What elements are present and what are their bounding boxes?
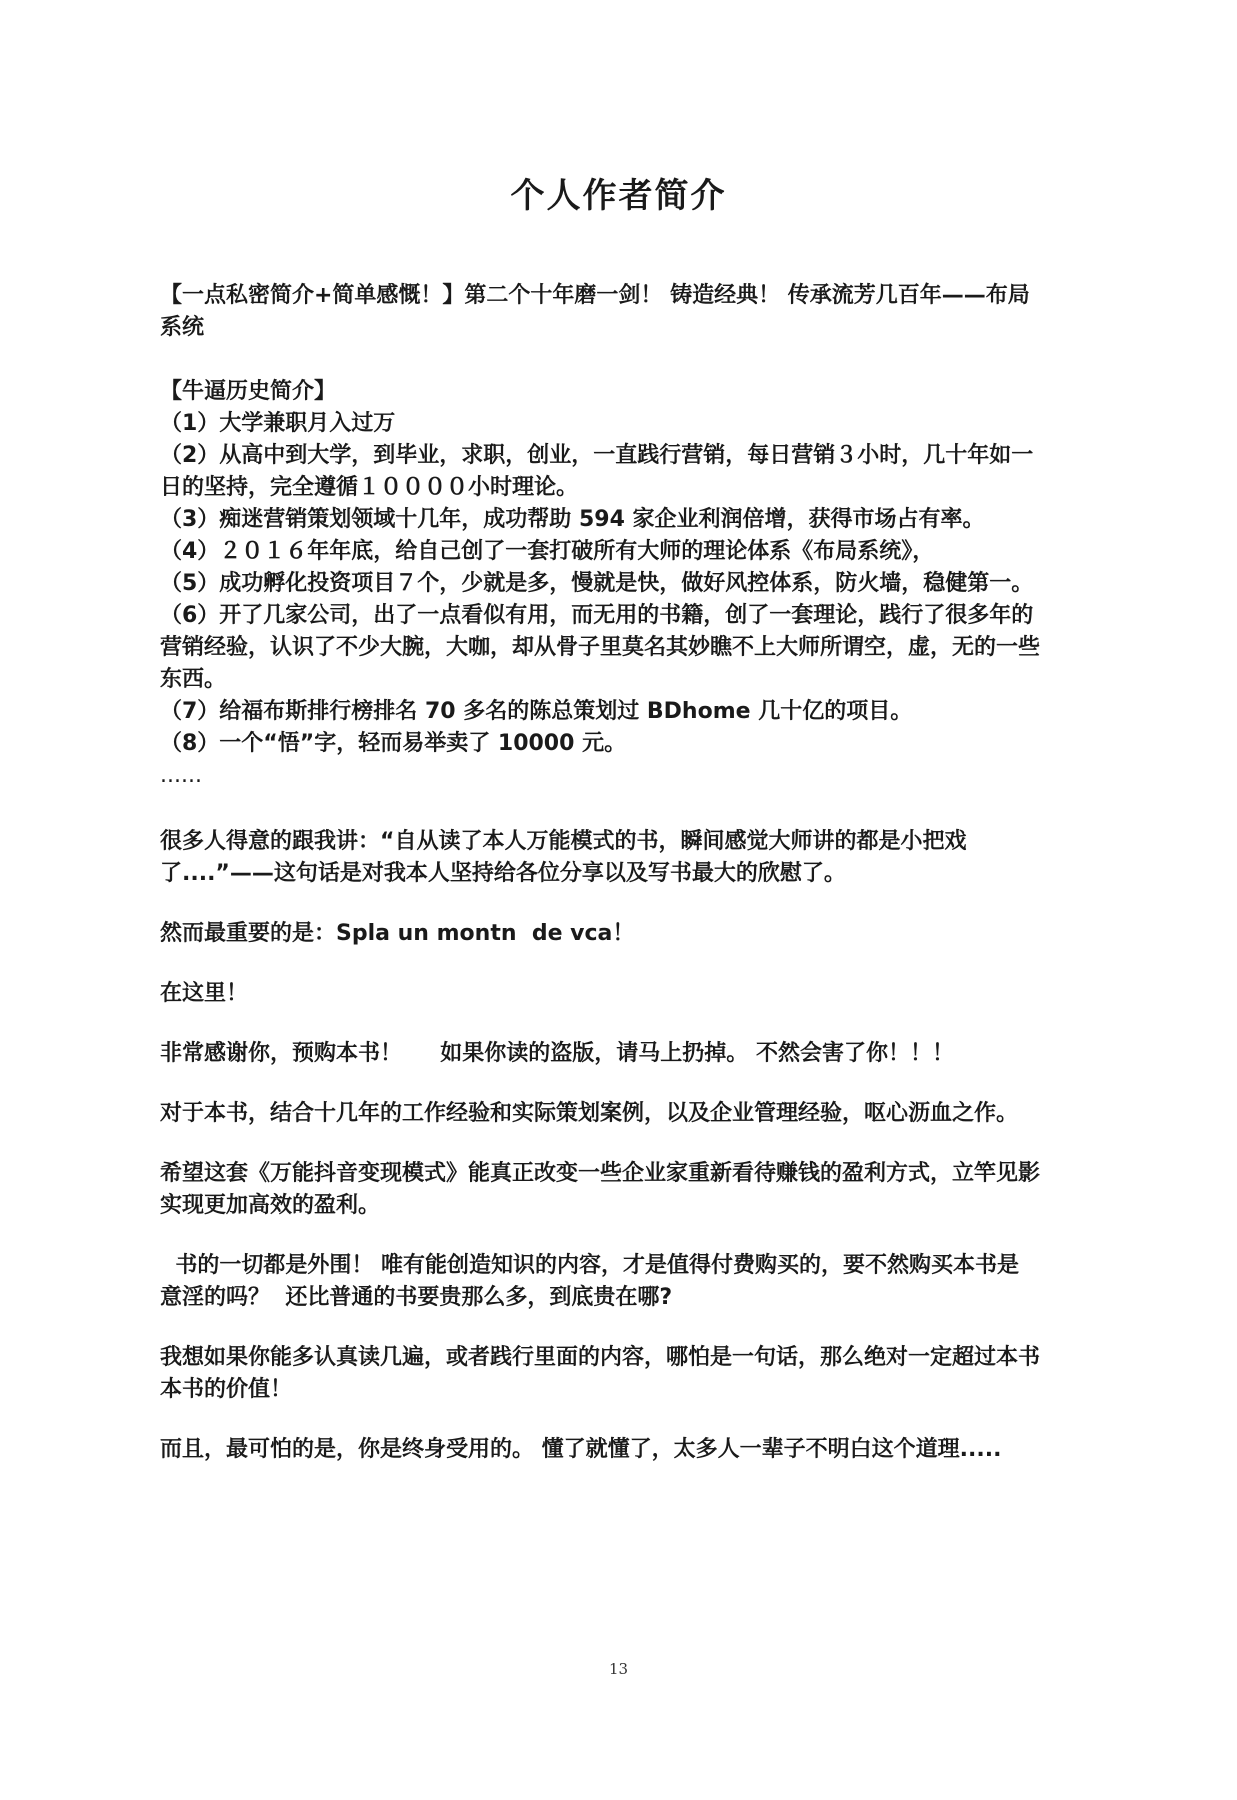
history-item-8: （8）一个“悟”字，轻而易举卖了 10000 元。 [160, 731, 627, 756]
history-ellipsis: ...... [160, 763, 202, 788]
intro-paragraph: 【一点私密简介+简单感慨！】第二个十年磨一剑！ 铸造经典！ 传承流芳几百年——布局系统 [160, 283, 1030, 340]
history-item-3: （3）痴迷营销策划领域十几年，成功帮助 594 家企业利润倍增，获得市场占有率。 [160, 507, 985, 532]
body-paragraph: 然而最重要的是：Spla un montn de vca！ [160, 921, 635, 946]
page-title: 个人作者简介 [510, 176, 727, 216]
document-body [160, 280, 1040, 1466]
page-number: 13 [608, 1660, 629, 1678]
history-item-1: （1）大学兼职月入过万 [160, 411, 396, 436]
body-paragraph: 希望这套《万能抖音变现模式》能真正改变一些企业家重新看待赚钱的盈利方式，立竿见影实现更加高效的盈利。 [160, 1161, 1041, 1218]
history-heading: 【牛逼历史简介】 [160, 379, 337, 404]
body-paragraph: 在这里！ [160, 981, 249, 1006]
body-paragraph: 很多人得意的跟我讲：“自从读了本人万能模式的书，瞬间感觉大师讲的都是小把戏了....”——这句话是对我本人坚持给各位分享以及写书最大的欣慰了。 [160, 829, 967, 886]
body-paragraph: 对于本书，结合十几年的工作经验和实际策划案例，以及企业管理经验，呕心沥血之作。 [160, 1101, 1019, 1126]
history-item-6: （6）开了几家公司，出了一点看似有用，而无用的书籍，创了一套理论，践行了很多年的营销经验，认识了不少大腕，大咖，却从骨子里莫名其妙瞧不上大师所谓空，虚，无的一些东西。 [160, 603, 1041, 692]
history-item-4: （4）２０１６年年底，给自己创了一套打破所有大师的理论体系《布局系统》， [160, 539, 935, 564]
body-paragraph: 而且，最可怕的是，你是终身受用的。 懂了就懂了，太多人一辈子不明白这个道理..... [160, 1437, 1002, 1462]
body-paragraph: 我想如果你能多认真读几遍，或者践行里面的内容，哪怕是一句话，那么绝对一定超过本书本书的价值！ [160, 1345, 1041, 1402]
body-paragraph: 书的一切都是外围！ 唯有能创造知识的内容，才是值得付费购买的，要不然购买本书是意淫的吗？ 还比普通的书要贵那么多，到底贵在哪? [160, 1253, 1019, 1310]
history-item-7: （7）给福布斯排行榜排名 70 多名的陈总策划过 BDhome 几十亿的项目。 [160, 699, 913, 724]
history-item-5: （5）成功孵化投资项目７个，少就是多，慢就是快，做好风控体系，防火墙，稳健第一。 [160, 571, 1034, 596]
history-item-2: （2）从高中到大学，到毕业，求职，创业，一直践行营销，每日营销３小时，几十年如一日的坚持，完全遵循１００００小时理论。 [160, 443, 1034, 500]
body-paragraph: 非常感谢你，预购本书！ 如果你读的盗版，请马上扔掉。 不然会害了你！！！ [160, 1041, 954, 1066]
